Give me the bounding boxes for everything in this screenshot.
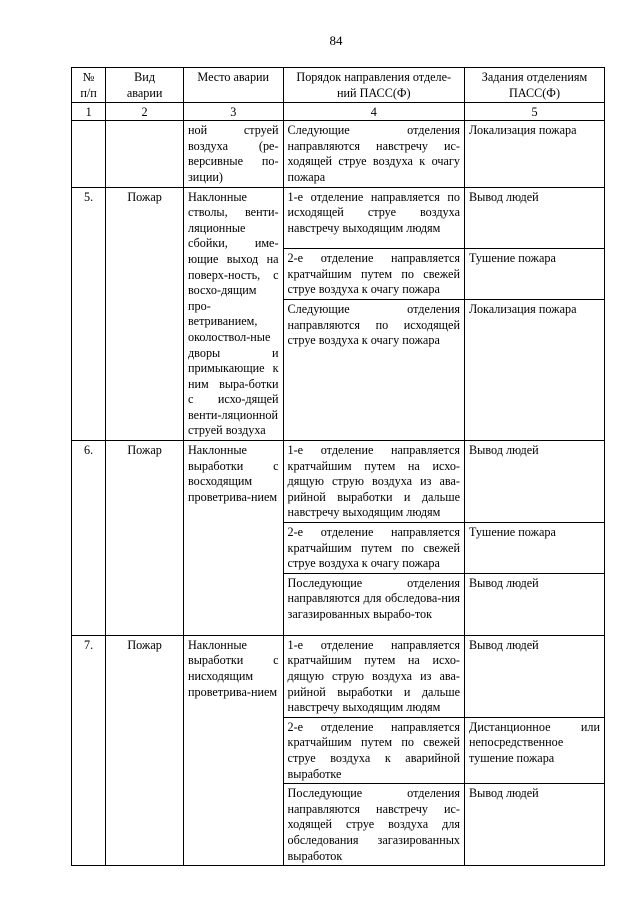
dispatch-order: Последующие отделения направляются для обследова-ния загазированных вырабо-ток — [283, 573, 464, 635]
table-row — [72, 121, 605, 187]
row-number: 5. — [72, 187, 106, 441]
unit-task: Локализация пожара — [465, 300, 605, 441]
unit-task: Вывод людей — [465, 635, 605, 717]
column-number: 3 — [183, 103, 283, 121]
accident-place: Наклонные выработки с нисходящим проветрива-нием — [183, 635, 283, 865]
accident-type: Пожар — [106, 635, 184, 865]
unit-task: Локализация пожара — [465, 121, 605, 187]
accident-place: Наклонные выработки с восходящим проветрива-нием — [183, 441, 283, 636]
dispatch-order: 2-е отделение направляется кратчайшим путем по свежей струе воздуха к очагу пожара — [283, 523, 464, 574]
dispatch-order: 2-е отделение направляется кратчайшим путем по свежей струе воздуха к очагу пожара — [283, 248, 464, 299]
unit-task: Тушение пожара — [465, 248, 605, 299]
header-accident-type: Вид аварии — [106, 68, 184, 103]
unit-task: Вывод людей — [465, 441, 605, 523]
header-accident-place: Место аварии — [183, 68, 283, 103]
dispatch-order: Следующие отделения направляются по исходящей струе воздуха к очагу пожара — [283, 300, 464, 441]
accident-place: Наклонные стволы, венти-ляционные сбойки, име-ющие выход на поверх-ность, с восхо-дящим про-ветриванием, околоствол-ные дворы и примыкающие к ним выра-ботки с исхо-дящей венти-ляционной струей воздуха — [183, 187, 283, 441]
row-number: 6. — [72, 441, 106, 636]
column-numbers-row — [72, 103, 605, 121]
column-number: 1 — [72, 103, 106, 121]
unit-task: Вывод людей — [465, 573, 605, 635]
column-number: 4 — [283, 103, 464, 121]
header-unit-tasks: Задания отделениям ПАСС(Ф) — [465, 68, 605, 103]
unit-task: Дистанционное или непосредственное тушение пожара — [465, 717, 605, 783]
page-number: 84 — [329, 33, 343, 48]
header-number: № п/п — [72, 68, 106, 103]
column-number: 5 — [465, 103, 605, 121]
emergency-response-table — [71, 67, 605, 866]
dispatch-order: 1-е отделение направляется кратчайшим путем на исхо-дящую струю воздуха из ава-рийной выработки и дальше навстречу выходящим людям — [283, 635, 464, 717]
accident-type: Пожар — [106, 441, 184, 636]
accident-type: Пожар — [106, 187, 184, 441]
row-number: 7. — [72, 635, 106, 865]
column-number: 2 — [106, 103, 184, 121]
dispatch-order: Последующие отделения направляются навстречу ис-ходящей струе воздуха для обследования загазированных выработок — [283, 784, 464, 866]
unit-task: Вывод людей — [465, 187, 605, 248]
unit-task: Тушение пожара — [465, 523, 605, 574]
dispatch-order: 2-е отделение направляется кратчайшим путем по свежей струе воздуха к аварийной выработке — [283, 717, 464, 783]
accident-type — [106, 121, 184, 187]
table-header-row — [72, 68, 605, 103]
dispatch-order: 1-е отделение направляется по исходящей струе воздуха навстречу выходящим людям — [283, 187, 464, 248]
dispatch-order: 1-е отделение направляется кратчайшим путем на исхо-дящую струю воздуха из ава-рийной выработки и дальше навстречу выходящим людям — [283, 441, 464, 523]
row-number — [72, 121, 106, 187]
dispatch-order: Следующие отделения направляются навстречу ис-ходящей струе воздуха к очагу пожара — [283, 121, 464, 187]
header-dispatch-order: Порядок направления отделе- ний ПАСС(Ф) — [283, 68, 464, 103]
table-row — [72, 635, 605, 717]
unit-task: Вывод людей — [465, 784, 605, 866]
table-row — [72, 187, 605, 248]
accident-place: ной струей воздуха (ре-версивные по-зиции) — [183, 121, 283, 187]
table-row — [72, 441, 605, 523]
